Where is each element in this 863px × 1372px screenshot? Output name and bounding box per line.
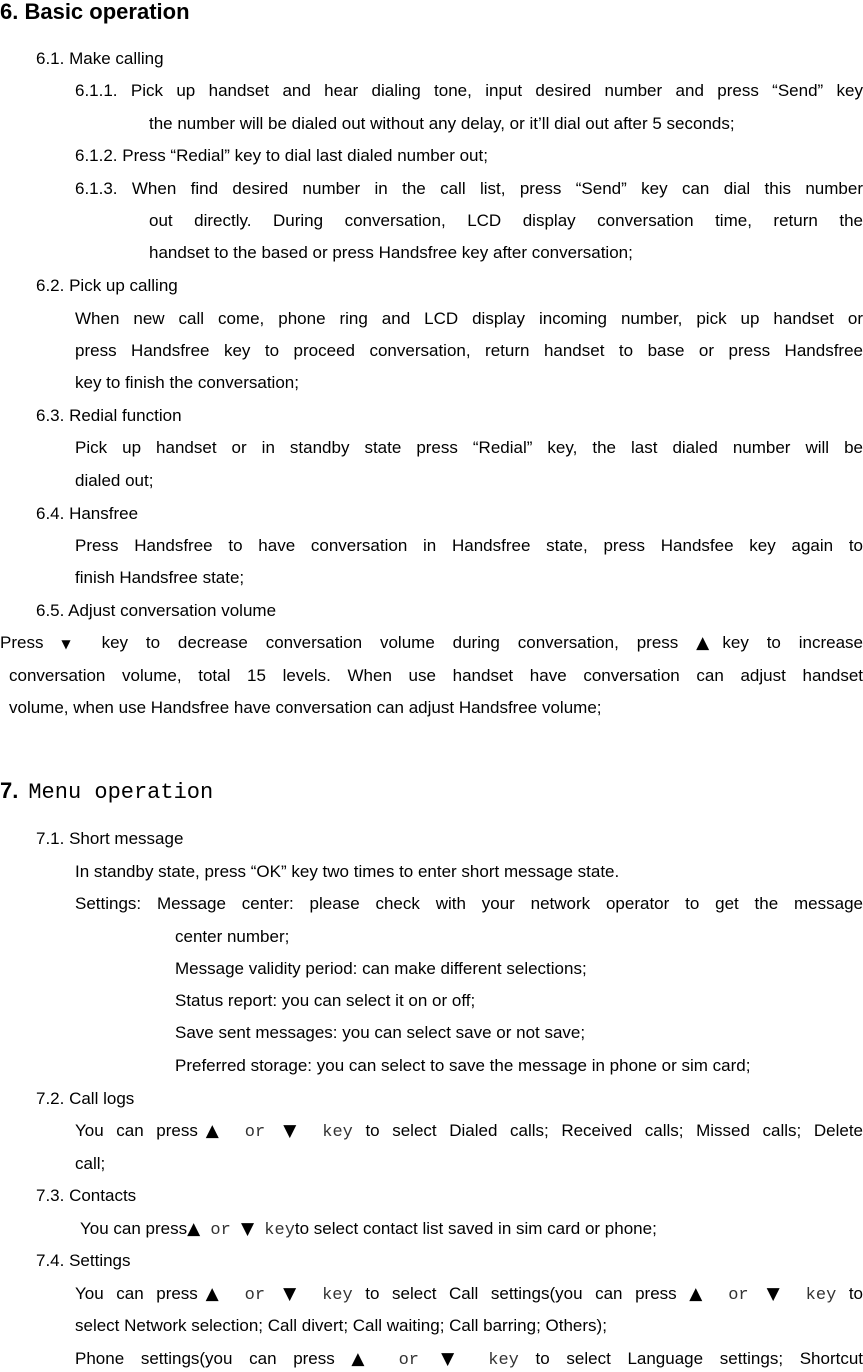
key-text: key	[304, 1286, 353, 1305]
down-triangle-icon: ▼	[441, 1349, 467, 1369]
para-7-2-line1	[75, 1120, 863, 1144]
section-7-heading-number: 7.	[0, 778, 19, 803]
text-segment: to select Language settings; Shortcut	[518, 1349, 863, 1368]
text-segment: key to increase	[722, 633, 863, 652]
text-segment: You can press	[75, 1284, 198, 1303]
text-segment: to	[836, 1284, 863, 1303]
para-7-1-line6: Save sent messages: you can select save or not save;	[175, 1023, 586, 1042]
section-6-heading: 6. Basic operation	[0, 0, 190, 24]
key-text: key	[466, 1351, 519, 1370]
para-7-4-line1	[75, 1283, 863, 1307]
para-6-1-3-line1: 6.1.3. When find desired number in the call list, press “Send” key can dial this number	[75, 179, 863, 198]
para-7-1-line2: Settings: Message center: please check with your network operator to get the message	[75, 894, 863, 913]
down-triangle-icon: ▼	[283, 1284, 305, 1304]
para-7-2-line2: call;	[75, 1154, 106, 1173]
up-triangle-icon: ▲	[351, 1349, 377, 1369]
para-7-1-line5: Status report: you can select it on or off;	[175, 991, 476, 1010]
text-segment: to select Dialed calls; Received calls; Missed calls; Delete	[352, 1121, 863, 1140]
para-7-1-line3: center number;	[175, 927, 290, 946]
down-triangle-icon: ▼	[283, 1121, 305, 1141]
para-7-4-line3	[75, 1348, 863, 1372]
text-segment: key to decrease conversation volume during conversation, press	[83, 633, 697, 652]
or-text: or	[226, 1123, 284, 1142]
para-6-5-line3: volume, when use Handsfree have conversation can adjust Handsfree volume;	[9, 698, 602, 717]
text-segment: You can press	[75, 1121, 198, 1140]
para-7-1-line4: Message validity period: can make different selections;	[175, 959, 587, 978]
para-7-3-line1	[80, 1218, 657, 1242]
key-text: key	[254, 1221, 295, 1240]
para-6-1-3-line3: handset to the based or press Handsfree key after conversation;	[149, 243, 633, 262]
para-6-1-3-line2: out directly. During conversation, LCD display conversation time, return the	[149, 211, 863, 230]
para-6-5-line2: conversation volume, total 15 levels. When use handset have conversation can adjust handset	[9, 666, 863, 685]
section-7-heading	[0, 778, 213, 806]
text-segment: Press	[0, 633, 62, 652]
or-text: or	[200, 1221, 242, 1240]
para-6-3-line1: Pick up handset or in standby state press “Redial” key, the last dialed number will be	[75, 438, 863, 457]
para-6-1-1-line1: 6.1.1. Pick up handset and hear dialing tone, input desired number and press “Send” key	[75, 81, 863, 100]
section-7-2-title: 7.2. Call logs	[36, 1089, 135, 1108]
text-segment: to select Call settings(you can press	[352, 1284, 690, 1303]
section-6-5-title: 6.5. Adjust conversation volume	[36, 601, 277, 620]
para-6-3-line2: dialed out;	[75, 471, 154, 490]
key-text: key	[787, 1286, 837, 1305]
section-6-2-title: 6.2. Pick up calling	[36, 276, 178, 295]
down-triangle-icon: ▼	[61, 637, 84, 651]
up-triangle-icon: ▲	[187, 1219, 201, 1239]
or-text: or	[376, 1351, 442, 1370]
para-6-1-1-line2: the number will be dialed out without any delay, or it’ll dial out after 5 seconds;	[149, 114, 735, 133]
or-text: or	[710, 1286, 767, 1305]
text-segment: Phone settings(you can press	[75, 1349, 352, 1368]
up-triangle-icon: ▲	[197, 1284, 227, 1304]
para-6-5-line1	[0, 632, 863, 655]
para-6-2-line2: press Handsfree key to proceed conversation, return handset to base or press Handsfree	[75, 341, 863, 360]
up-triangle-icon: ▲	[689, 1284, 711, 1304]
section-7-heading-text: Menu operation	[28, 780, 214, 805]
key-text: key	[304, 1123, 353, 1142]
section-6-4-title: 6.4. Hansfree	[36, 504, 139, 523]
section-7-3-title: 7.3. Contacts	[36, 1186, 137, 1205]
para-7-1-line7: Preferred storage: you can select to save the message in phone or sim card;	[175, 1056, 751, 1075]
section-7-1-title: 7.1. Short message	[36, 829, 184, 848]
text-segment: You can press	[80, 1219, 188, 1238]
down-triangle-icon: ▼	[241, 1219, 255, 1239]
para-7-1-line1: In standby state, press “OK” key two times to enter short message state.	[75, 862, 620, 881]
text-segment: to select contact list saved in sim card or phone;	[294, 1219, 657, 1238]
down-triangle-icon: ▼	[766, 1284, 788, 1304]
para-7-4-line2: select Network selection; Call divert; Call waiting; Call barring; Others);	[75, 1316, 607, 1335]
para-6-2-line1: When new call come, phone ring and LCD display incoming number, pick up handset or	[75, 309, 863, 328]
up-triangle-icon: ▲	[197, 1121, 227, 1141]
para-6-1-2: 6.1.2. Press “Redial” key to dial last dialed number out;	[75, 146, 488, 165]
up-triangle-icon: ▲	[696, 633, 723, 653]
section-6-3-title: 6.3. Redial function	[36, 406, 182, 425]
section-7-4-title: 7.4. Settings	[36, 1251, 131, 1270]
para-6-4-line1: Press Handsfree to have conversation in Handsfree state, press Handsfee key again to	[75, 536, 863, 555]
para-6-4-line2: finish Handsfree state;	[75, 568, 245, 587]
section-6-1-title: 6.1. Make calling	[36, 49, 164, 68]
para-6-2-line3: key to finish the conversation;	[75, 373, 299, 392]
or-text: or	[226, 1286, 284, 1305]
